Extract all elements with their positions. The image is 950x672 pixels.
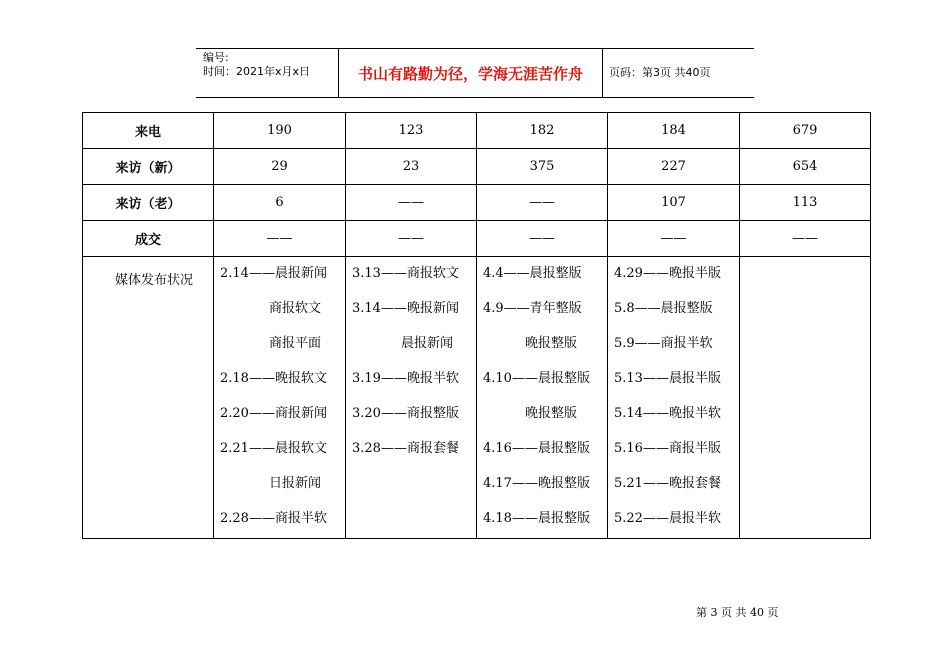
table-cell: 182: [477, 113, 608, 149]
table-cell: 227: [608, 149, 740, 185]
media-entry: 商报软文: [269, 301, 322, 316]
media-entry: 4.18——晨报整版: [483, 511, 590, 526]
page-number-label: 页码：第3页 共40页: [609, 66, 711, 79]
table-cell: ——: [477, 185, 608, 221]
header-motto-cell: [339, 49, 603, 97]
media-entry: 4.4——晨报整版: [483, 266, 582, 281]
code-label: 编号:: [203, 51, 229, 64]
media-entry: 2.28——商报半软: [220, 511, 327, 526]
table-cell: 654: [740, 149, 871, 185]
media-entry: 4.9——青年整版: [483, 301, 582, 316]
media-entry: 2.18——晚报软文: [220, 371, 327, 386]
row-label: 来访（新）: [83, 149, 214, 185]
media-entry: 晨报新闻: [401, 336, 454, 351]
table-cell: ——: [477, 221, 608, 257]
page-footer: 第 3 页 共 40 页: [696, 606, 779, 619]
media-entry: 晚报整版: [525, 406, 578, 421]
row-label: 来访（老）: [83, 185, 214, 221]
table-cell: 113: [740, 185, 871, 221]
media-cell-mar: [346, 257, 477, 539]
row-label: 来电: [83, 113, 214, 149]
table-cell: 679: [740, 113, 871, 149]
media-row: [83, 257, 871, 539]
row-label: 成交: [83, 221, 214, 257]
media-entry: 4.10——晨报整版: [483, 371, 590, 386]
media-entry: 2.21——晨报软文: [220, 441, 327, 456]
table-cell: 6: [214, 185, 346, 221]
media-entry: 3.13——商报软文: [352, 266, 459, 281]
header-meta-cell: [196, 49, 339, 97]
table-cell: 107: [608, 185, 740, 221]
media-entry: 5.14——晚报半软: [614, 406, 721, 421]
media-entry: 商报平面: [269, 336, 322, 351]
media-entry: 日报新闻: [269, 476, 322, 491]
table-cell: 29: [214, 149, 346, 185]
media-entry: 5.22——晨报半软: [614, 511, 721, 526]
table-cell: 184: [608, 113, 740, 149]
table-cell: 23: [346, 149, 477, 185]
table-cell: 190: [214, 113, 346, 149]
table-row: [83, 149, 871, 185]
table-cell: ——: [346, 185, 477, 221]
media-entry: 2.14——晨报新闻: [220, 266, 327, 281]
media-entry: 3.20——商报整版: [352, 406, 459, 421]
page-header: [196, 48, 754, 98]
table-cell: ——: [608, 221, 740, 257]
media-label: 媒体发布状况: [115, 273, 194, 288]
media-cell-empty: [740, 257, 871, 539]
media-entry: 4.17——晚报整版: [483, 476, 590, 491]
media-cell-may: [608, 257, 740, 539]
media-cell-feb: [214, 257, 346, 539]
table-row: [83, 221, 871, 257]
media-entry: 3.19——晚报半软: [352, 371, 459, 386]
table-row: [83, 113, 871, 149]
data-table: [82, 112, 871, 539]
media-entry: 5.9——商报半软: [614, 336, 713, 351]
media-entry: 3.14——晚报新闻: [352, 301, 459, 316]
table-cell: 375: [477, 149, 608, 185]
table-cell: ——: [346, 221, 477, 257]
media-entry: 5.8——晨报整版: [614, 301, 713, 316]
media-cell-apr: [477, 257, 608, 539]
time-label: 时间：2021年x月x日: [203, 65, 311, 78]
media-entry: 4.16——晨报整版: [483, 441, 590, 456]
header-motto: 书山有路勤为径，学海无涯苦作舟: [357, 65, 583, 83]
table-cell: ——: [214, 221, 346, 257]
table-row: [83, 185, 871, 221]
media-entry: 5.21——晚报套餐: [614, 476, 721, 491]
media-entry: 3.28——商报套餐: [352, 441, 459, 456]
media-entry: 5.13——晨报半版: [614, 371, 721, 386]
table-cell: 123: [346, 113, 477, 149]
header-page-cell: [603, 49, 754, 97]
table-cell: ——: [740, 221, 871, 257]
media-label-cell: [83, 257, 214, 539]
media-entry: 晚报整版: [525, 336, 578, 351]
media-entry: 4.29——晚报半版: [614, 266, 721, 281]
media-entry: 5.16——商报半版: [614, 441, 721, 456]
media-entry: 2.20——商报新闻: [220, 406, 327, 421]
